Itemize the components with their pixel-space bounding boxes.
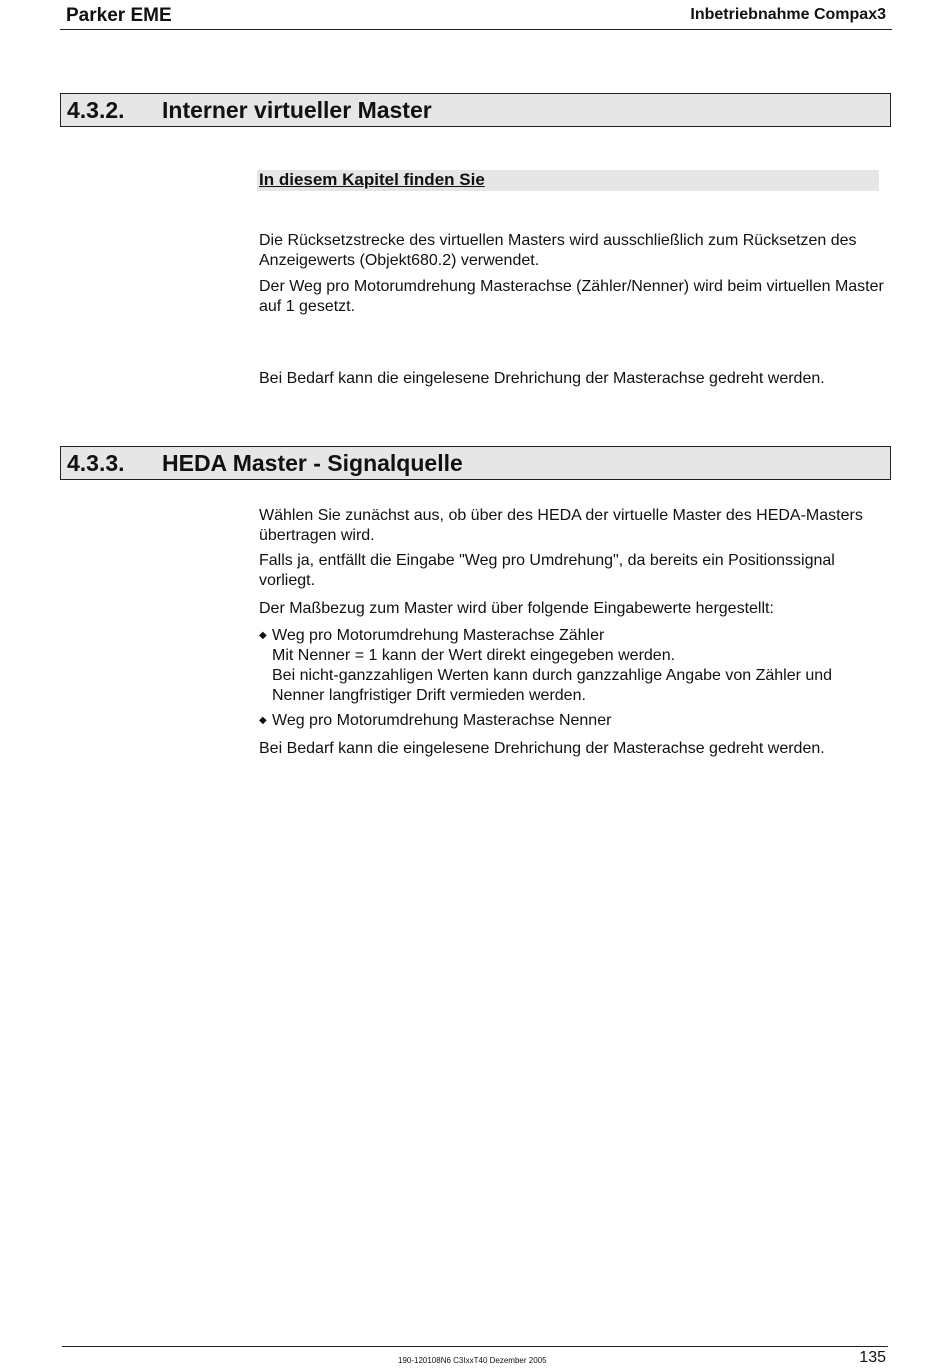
diamond-bullet-icon: ◆ [259,715,267,726]
paragraph: Bei Bedarf kann die eingelesene Drehrichung der Masterachse gedreht werden. [259,370,825,387]
list-item-line: Bei nicht-ganzzahligen Werten kann durch ganzzahlige Angabe von Zähler und Nenner langfristiger Drift vermieden werden. [272,667,833,704]
list-item-text [272,626,887,706]
footer-divider [62,1346,888,1347]
subheading: In diesem Kapitel finden Sie [259,170,485,189]
paragraph: Wählen Sie zunächst aus, ob über des HEDA der virtuelle Master des HEDA-Masters übertragen wird. [259,507,863,544]
paragraph: Die Rücksetzstrecke des virtuellen Masters wird ausschließlich zum Rücksetzen des Anzeigewerts (Objekt680.2) verwendet. [259,232,857,269]
header-divider [60,29,892,30]
section-title: Interner virtueller Master [162,97,432,123]
paragraph: Falls ja, entfällt die Eingabe "Weg pro Umdrehung", da bereits ein Positionssignal vorliegt. [259,552,835,589]
header-company: Parker EME [66,5,172,26]
list-item-line: Weg pro Motorumdrehung Masterachse Nenner [272,712,612,729]
section-number: 4.3.3. [67,450,125,476]
page-number: 135 [859,1349,886,1366]
section-heading-4-3-2 [60,93,891,127]
diamond-bullet-icon: ◆ [259,630,267,641]
paragraph: Der Maßbezug zum Master wird über folgende Eingabewerte hergestellt: [259,600,774,617]
section-heading-4-3-3 [60,446,891,480]
section-title: HEDA Master - Signalquelle [162,450,463,476]
list-item-line: Mit Nenner = 1 kann der Wert direkt eingegeben werden. [272,647,676,664]
list-item-line: Weg pro Motorumdrehung Masterachse Zähler [272,627,605,644]
list-item [259,626,889,706]
paragraph: Der Weg pro Motorumdrehung Masterachse (Zähler/Nenner) wird beim virtuellen Master auf 1 gesetzt. [259,278,884,315]
paragraph: Bei Bedarf kann die eingelesene Drehrichung der Masterachse gedreht werden. [259,740,825,757]
list-item-text [272,711,887,731]
section-number: 4.3.2. [67,97,125,123]
header-document-title: Inbetriebnahme Compax3 [690,6,886,23]
list-item [259,711,889,731]
footer-document-reference: 190-120108N6 C3IxxT40 Dezember 2005 [398,1356,547,1365]
